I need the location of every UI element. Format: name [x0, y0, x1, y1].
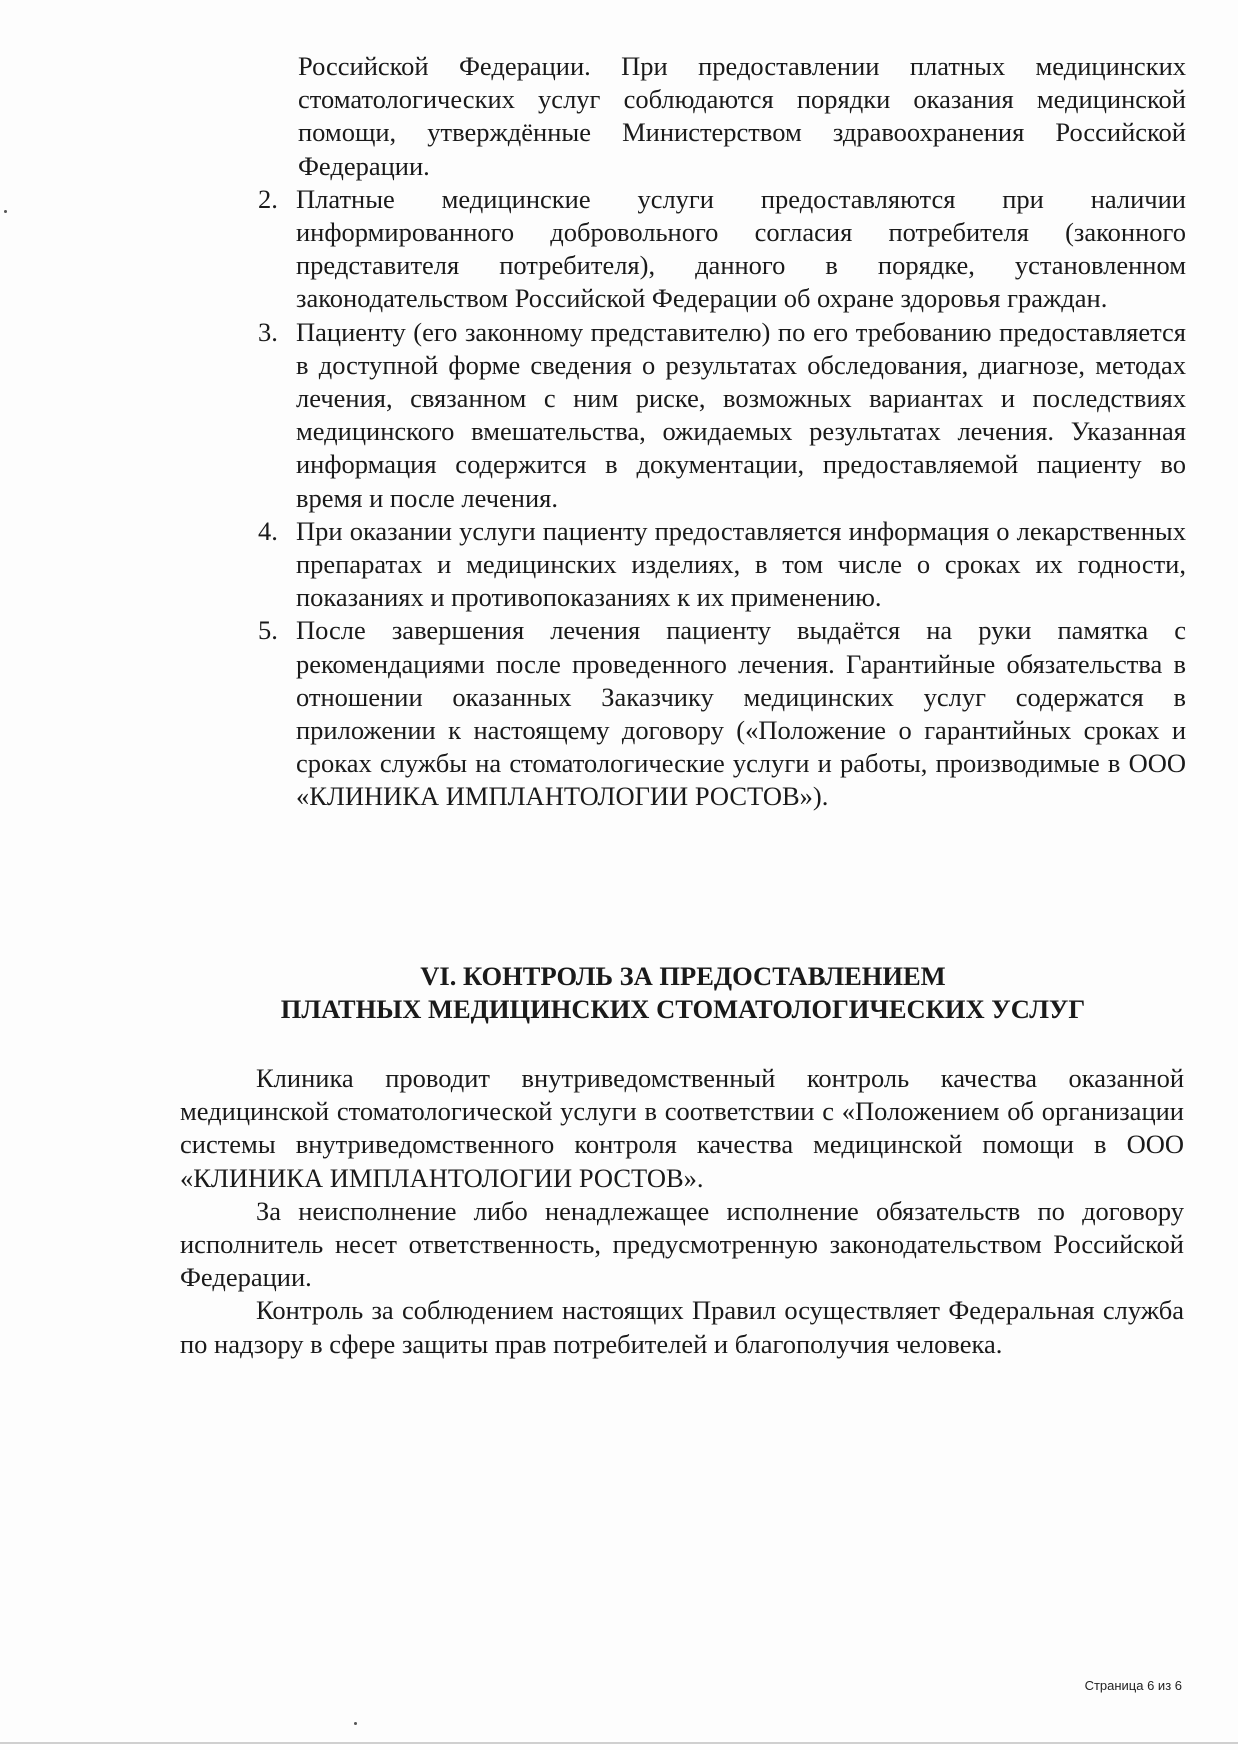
list-item	[258, 614, 1186, 813]
list-item-number: 3.	[258, 316, 278, 347]
scan-speck	[354, 1722, 357, 1725]
list-item-number: 4.	[258, 515, 278, 546]
list-item	[258, 515, 1186, 615]
section-heading-line-1: VI. КОНТРОЛЬ ЗА ПРЕДОСТАВЛЕНИЕМ	[420, 961, 946, 991]
list-item-number: 2.	[258, 183, 278, 214]
paragraph-federal-oversight: Контроль за соблюдением настоящих Правил осуществляет Федеральная служба по надзору в сфере защиты прав потребителей и благополучия человека.	[180, 1295, 1184, 1359]
page-number: Страница 6 из 6	[1084, 1678, 1182, 1693]
list-item-text: Пациенту (его законному представителю) по его требованию предоставляется в доступной форме сведения о результатах обследования, диагнозе, методах лечения, связанном с ним риске, возможных вариантах и последствиях медицинского вмешательства, ожидаемых результатах лечения. Указанная информация содержится в документации, предоставляемой пациенту во время и после лечения.	[296, 316, 1186, 513]
paragraph-liability: За неисполнение либо ненадлежащее исполнение обязательств по договору исполнитель несет ответственность, предусмотренную законодательством Российской Федерации.	[180, 1195, 1184, 1293]
section-heading	[180, 960, 1186, 1026]
list-item-number: 5.	[258, 615, 278, 646]
numbered-list	[258, 50, 1186, 814]
section-heading-line-2: ПЛАТНЫХ МЕДИЦИНСКИХ СТОМАТОЛОГИЧЕСКИХ УСЛУГ	[280, 994, 1086, 1024]
list-item-text: После завершения лечения пациенту выдаётся на руки памятка с рекомендациями после проведенного лечения. Гарантийные обязательства в отношении оказанных Заказчику медицинских услуг содержатся в приложении к настоящему договору («Положение о гарантийных сроках и сроках службы на стоматологические услуги и работы, производимые в ООО «КЛИНИКА ИМПЛАНТОЛОГИИ РОСТОВ»).	[296, 615, 1186, 812]
list-item-text: Платные медицинские услуги предоставляются при наличии информированного добровольного согласия потребителя (законного представителя потребителя), данного в порядке, установленном законодательством Российской Федерации об охране здоровья граждан.	[296, 183, 1186, 314]
list-item	[258, 183, 1186, 316]
paragraph-internal-control: Клиника проводит внутриведомственный контроль качества оказанной медицинской стоматологической услуги в соответствии с «Положением об организации системы внутриведомственного контроля качества медицинской помощи в ООО «КЛИНИКА ИМПЛАНТОЛОГИИ РОСТОВ».	[180, 1063, 1184, 1193]
section-body	[180, 1062, 1184, 1361]
list-item	[258, 316, 1186, 515]
scan-edge-line	[0, 1742, 1238, 1744]
list-item-text: При оказании услуги пациенту предоставляется информация о лекарственных препаратах и медицинских изделиях, в том числе о сроках их годности, показаниях и противопоказаниях к их применению.	[296, 515, 1186, 613]
scan-speck	[4, 210, 7, 213]
intro-continuation: Российской Федерации. При предоставлении платных медицинских стоматологических услуг соблюдаются порядки оказания медицинской помощи, утверждённые Министерством здравоохранения Российской Федерации.	[298, 51, 1186, 181]
